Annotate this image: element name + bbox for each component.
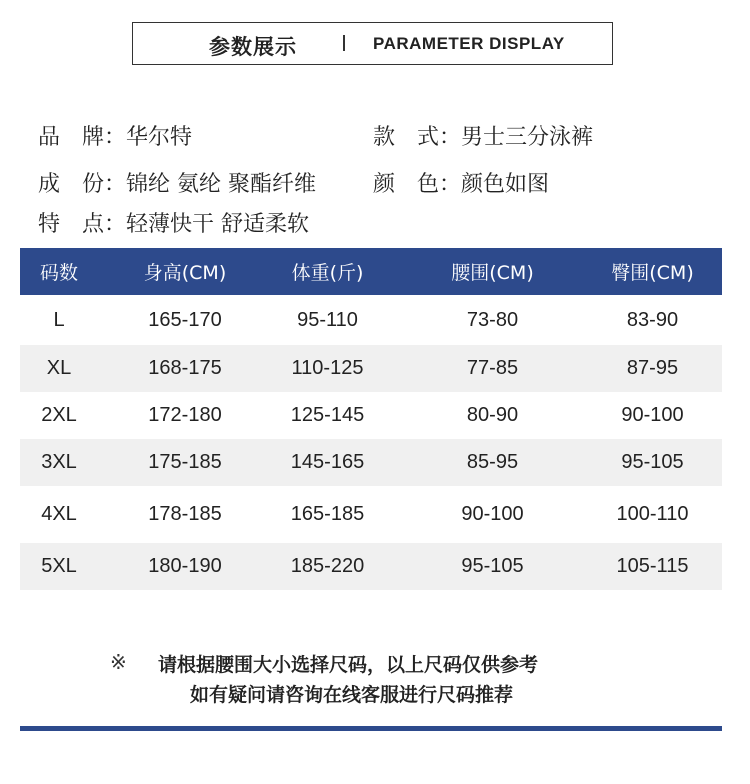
- table-row: [20, 486, 722, 543]
- bottom-divider: [20, 726, 722, 731]
- header-weight: 体重(斤): [291, 262, 364, 284]
- spec-color-label: 颜 色: [373, 172, 440, 197]
- header-waist: 腰围(CM): [451, 262, 534, 284]
- spec-brand-label: 品 牌: [38, 125, 105, 150]
- header-size: 码数: [39, 262, 78, 284]
- cell-weight: 185-220: [290, 555, 365, 577]
- spec-material-label: 成 份: [38, 172, 105, 197]
- cell-size: XL: [46, 357, 72, 379]
- spec-feature: [38, 207, 309, 238]
- size-table: [20, 248, 722, 590]
- spec-feature-label: 特 点: [38, 212, 105, 237]
- cell-waist: 73-80: [466, 308, 519, 331]
- cell-size: L: [53, 308, 65, 331]
- spec-style: [373, 120, 593, 151]
- spec-style-value: ：男士三分泳裤: [439, 125, 594, 150]
- cell-size: 3XL: [41, 451, 77, 473]
- spec-style-label: 款 式: [373, 125, 440, 150]
- cell-weight: 165-185: [290, 503, 365, 525]
- cell-hip: 100-110: [616, 503, 689, 525]
- spec-material: [38, 167, 316, 198]
- cell-hip: 87-95: [626, 357, 679, 379]
- cell-waist: 77-85: [466, 357, 519, 379]
- spec-feature-value: ：轻薄快干 舒适柔软: [104, 212, 310, 237]
- cell-hip: 83-90: [626, 308, 679, 331]
- cell-weight: 95-110: [297, 308, 358, 331]
- header-title-cn: 参数展示: [209, 35, 297, 59]
- cell-weight: 145-165: [290, 451, 365, 473]
- spec-brand: [38, 120, 192, 151]
- cell-height: 175-185: [148, 451, 222, 473]
- cell-size: 5XL: [41, 555, 77, 577]
- header-height: 身高(CM): [143, 262, 227, 284]
- cell-height: 172-180: [148, 404, 222, 426]
- table-row: [20, 345, 722, 392]
- cell-hip: 105-115: [616, 555, 689, 577]
- spec-color-value: ：颜色如图: [439, 172, 550, 197]
- cell-size: 2XL: [41, 404, 77, 426]
- header-separator: [343, 35, 345, 51]
- note-line-2: 如有疑问请咨询在线客服进行尺码推荐: [190, 684, 514, 706]
- cell-hip: 95-105: [621, 451, 684, 473]
- size-table-header: [20, 248, 722, 295]
- note-line-1: 请根据腰围大小选择尺码，以上尺码仅供参考: [158, 654, 539, 676]
- cell-hip: 90-100: [621, 404, 684, 426]
- header-box: [132, 22, 613, 65]
- cell-height: 178-185: [148, 503, 222, 525]
- cell-height: 180-190: [148, 555, 222, 577]
- table-row: [20, 295, 722, 345]
- header-hip: 臀围(CM): [611, 262, 694, 284]
- cell-height: 168-175: [148, 357, 222, 379]
- cell-height: 165-170: [148, 308, 222, 331]
- cell-weight: 125-145: [290, 404, 365, 426]
- spec-color: [373, 167, 549, 198]
- table-row: [20, 543, 722, 590]
- cell-weight: 110-125: [291, 357, 364, 379]
- cell-waist: 85-95: [466, 451, 519, 473]
- spec-brand-value: ：华尔特: [104, 125, 193, 150]
- spec-material-value: ：锦纶 氨纶 聚酯纤维: [104, 172, 317, 197]
- reference-mark-icon: ※: [110, 650, 127, 674]
- cell-waist: 95-105: [461, 555, 524, 577]
- table-row: [20, 439, 722, 486]
- table-row: [20, 392, 722, 439]
- cell-size: 4XL: [41, 503, 77, 525]
- cell-waist: 90-100: [461, 503, 524, 525]
- cell-waist: 80-90: [466, 404, 519, 426]
- header-title-en: PARAMETER DISPLAY: [373, 34, 565, 53]
